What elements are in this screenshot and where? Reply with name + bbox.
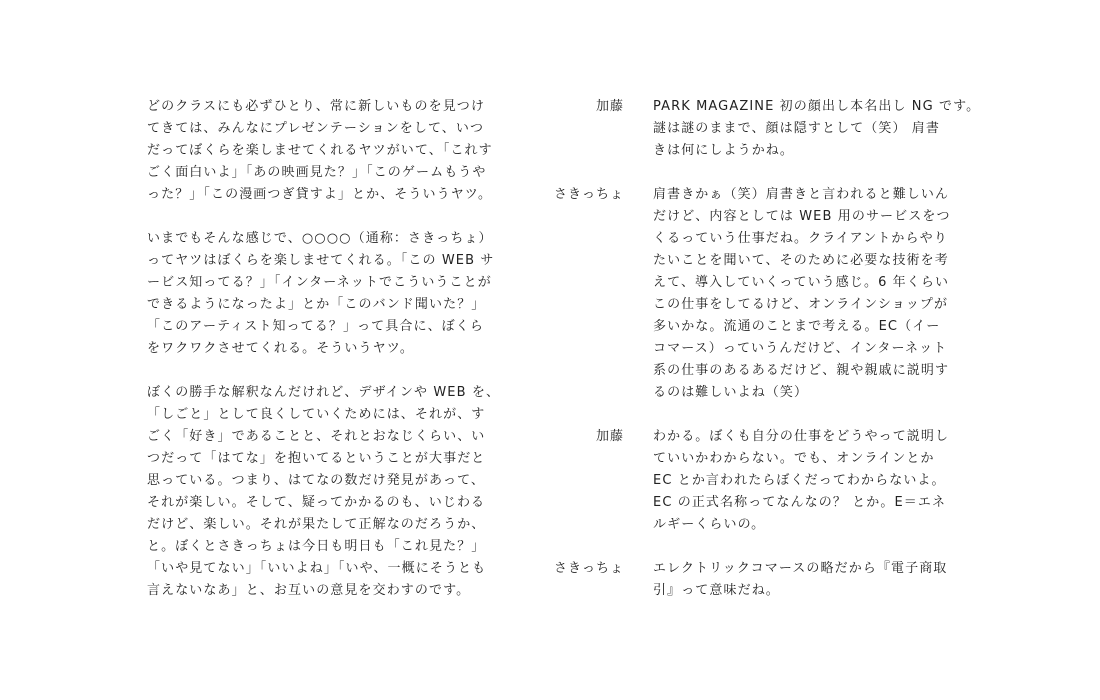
text-line: てきては、みんなにプレゼンテーションをして、いつ (147, 121, 485, 136)
speaker-name: さきっちょ (553, 561, 624, 576)
speech-text (653, 426, 958, 536)
text-line: と。ぼくとさきっちょは今日も明日も「これ見た？」 (147, 539, 486, 554)
text-line: るのは難しいよね（笑） (653, 385, 809, 400)
interview-turn (540, 184, 960, 404)
speech-text (653, 558, 958, 602)
text-line: 謎は謎のままで、顔は隠すとして（笑） 肩書 (653, 121, 940, 136)
text-line: EC の正式名称ってなんなの？ とか。E＝エネ (653, 495, 947, 510)
text-line: 系の仕事のあるあるだけど、親や親戚に説明す (653, 363, 950, 378)
text-line: だってぼくらを楽しませてくれるヤツがいて、「これす (147, 143, 493, 158)
text-line: できるようになったよ」とか「このバンド聞いた？」 (147, 297, 486, 312)
text-line: きは何にしようかね。 (653, 143, 795, 158)
text-line: ービス知ってる？」「インターネットでこういうことが (147, 275, 492, 290)
text-line: 引』って意味だね。 (653, 583, 780, 598)
text-line: コマース）っていうんだけど、インターネット (653, 341, 948, 356)
text-line: ぼくの勝手な解釈なんだけれど、デザインや WEB を、 (147, 385, 501, 400)
text-line: エレクトリックコマースの略だから『電子商取 (653, 561, 948, 576)
speaker-name: 加藤 (595, 429, 624, 444)
text-line: ごく「好き」であることと、それとおなじくらい、い (147, 429, 486, 444)
text-line: どのクラスにも必ずひとり、常に新しいものを見つけ (147, 99, 486, 114)
essay-paragraph-3 (147, 382, 499, 602)
interview-turn (540, 558, 960, 602)
speech-text (653, 184, 958, 404)
text-line: くるっていう仕事だね。クライアントからやり (653, 231, 948, 246)
text-line: ルギーくらいの。 (653, 517, 766, 532)
interview-column (540, 96, 981, 624)
text-line: たいことを聞いて、そのために必要な技術を考 (653, 253, 949, 268)
text-line: つだって「はてな」を抱いてるということが大事だと (147, 451, 486, 466)
text-line: 多いかな。流通のことまで考える。EC（イー (653, 319, 941, 334)
essay-paragraph-2 (147, 228, 499, 360)
essay-paragraph-1 (147, 96, 499, 206)
speaker-name: さきっちょ (553, 187, 624, 202)
interview-turn (540, 426, 960, 536)
text-line: EC とか言われたらぼくだってわからないよ。 (653, 473, 946, 488)
text-line: 「しごと」として良くしていくためには、それが、す (147, 407, 486, 422)
text-line: ってヤツはぼくらを楽しませてくれる。「この WEB サ (147, 253, 495, 268)
text-line: 言えないなあ」と、お互いの意見を交わすのです。 (147, 583, 471, 598)
text-line: 肩書きかぁ（笑）肩書きと言われると難しいん (653, 187, 950, 202)
text-line: PARK MAGAZINE 初の顔出し本名出し NG です。 (653, 99, 981, 114)
text-line: をワクワクさせてくれる。そういうヤツ。 (147, 341, 414, 356)
text-line: いまでもそんな感じで、○○○○（通称：さきっちょ） (147, 231, 493, 246)
text-line: この仕事をしてるけど、オンラインショップが (653, 297, 949, 312)
text-line: 「いや見てない」「いいよね」「いや、一概にそうとも (147, 561, 487, 576)
speaker-name: 加藤 (595, 99, 624, 114)
text-line: えて、導入していくっていう感じ。6 年くらい (653, 275, 950, 290)
text-line: だけど、内容としては WEB 用のサービスをつ (653, 209, 951, 224)
interview-turn (540, 96, 981, 162)
text-line: それが楽しい。そして、疑ってかかるのも、いじわる (147, 495, 486, 510)
text-line: った？」「この漫画つぎ貸すよ」とか、そういうヤツ。 (147, 187, 493, 202)
text-line: 「このアーティスト知ってる？」って具合に、ぼくら (147, 319, 484, 334)
text-line: わかる。ぼくも自分の仕事をどうやって説明し (653, 429, 950, 444)
text-line: ていいかわからない。でも、オンラインとか (653, 451, 935, 466)
text-line: だけど、楽しい。それが果たして正解なのだろうか、 (147, 517, 486, 532)
essay-column (147, 96, 499, 624)
text-line: ごく面白いよ」「あの映画見た？」「このゲームもうや (147, 165, 487, 180)
text-line: 思っている。つまり、はてなの数だけ発見があって、 (147, 473, 486, 488)
speech-text (653, 96, 981, 162)
